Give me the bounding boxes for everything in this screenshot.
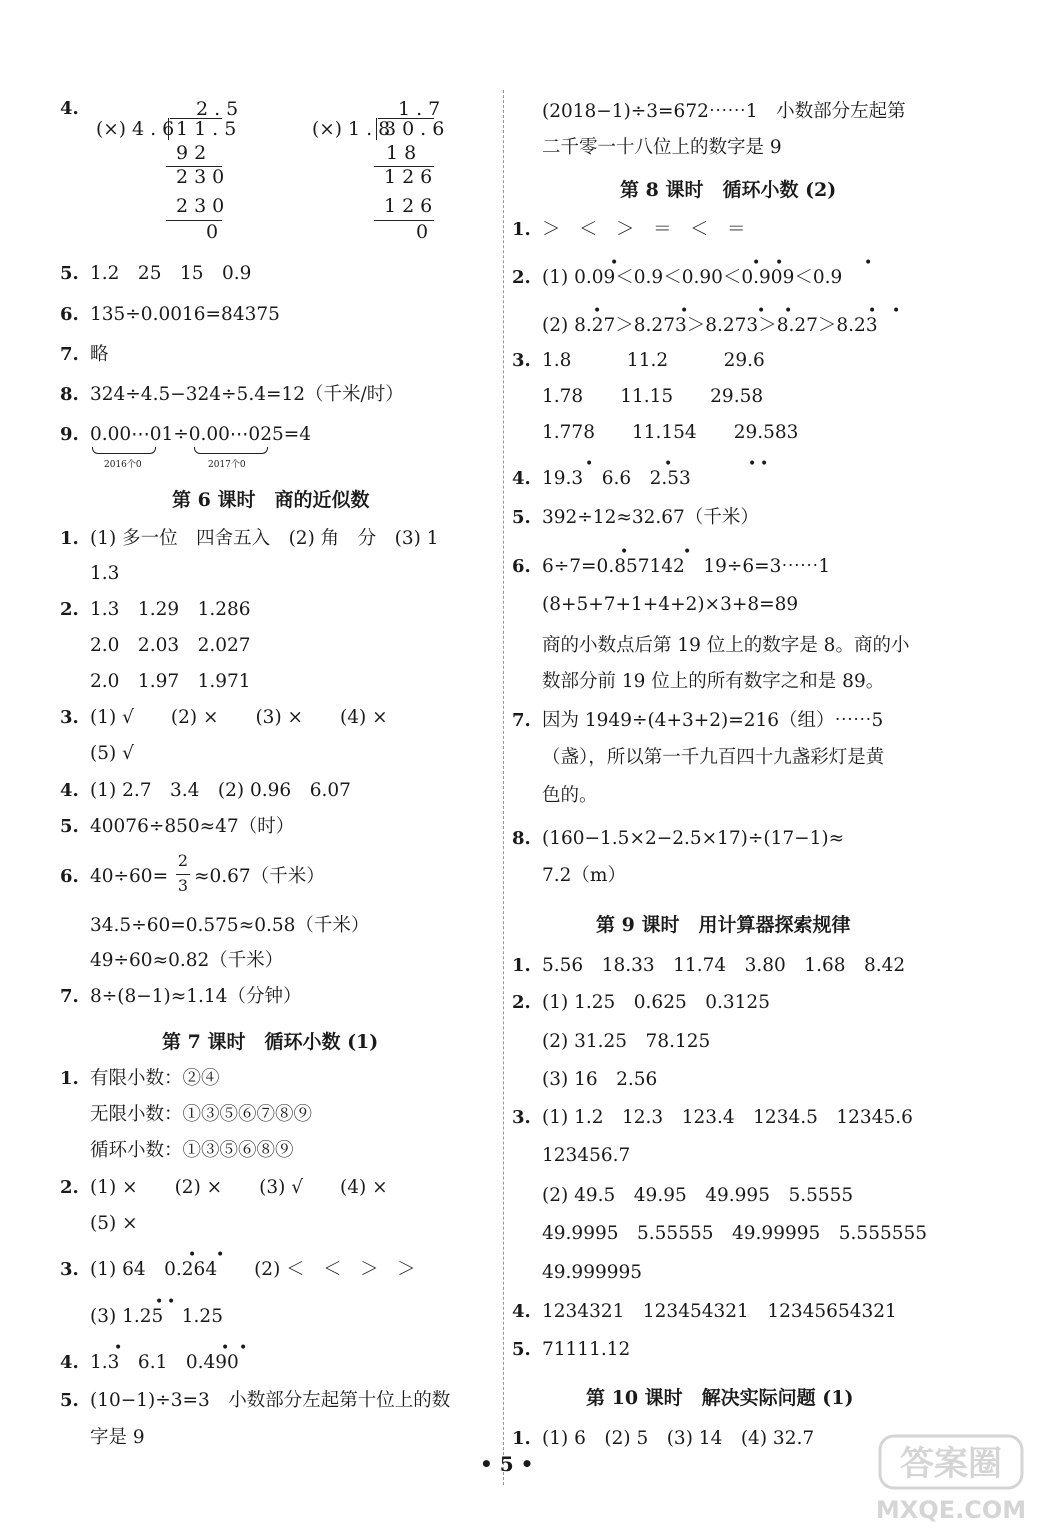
- carryover-line: 二千零一十八位上的数字是 9: [542, 137, 782, 158]
- q4-mark-2: (×): [312, 119, 342, 140]
- s8-q5-line: 392÷12≈32.67（千米）: [542, 507, 759, 528]
- div1-quotient: 2.5: [196, 98, 245, 120]
- s6-q1-line: (1) 多一位 四舍五入 (2) 角 分 (3) 1: [90, 528, 439, 549]
- s7-q5-line: 字是 9: [90, 1427, 145, 1448]
- div1-step: 230: [176, 166, 231, 188]
- div2-divisor: 1.8: [348, 118, 397, 140]
- s6-q4-number: 4.: [60, 780, 79, 801]
- s7-q1-line: 无限小数：①③⑤⑥⑦⑧⑨: [90, 1104, 313, 1125]
- s7-q4-number: 4.: [60, 1352, 79, 1373]
- s6-q6-line: 40÷60=: [90, 866, 169, 887]
- s8-q7-number: 7.: [512, 710, 531, 731]
- s9-q1-line: 5.56 18.33 11.74 3.80 1.68 8.42: [542, 955, 906, 976]
- section-heading-6: 第 6 课时 商的近似数: [172, 489, 370, 511]
- repeat-dot: •: [239, 1340, 248, 1356]
- repeat-dot: •: [155, 1294, 164, 1310]
- repeat-dot: •: [683, 544, 692, 560]
- q5-answer: 1.2 25 15 0.9: [90, 263, 252, 284]
- s8-q7-line: （盏），所以第一千九百四十九盏彩灯是黄: [542, 747, 885, 768]
- repeat-dot: •: [752, 255, 761, 271]
- div2-step: 0: [416, 221, 435, 243]
- s8-q4-number: 4.: [512, 468, 531, 489]
- fraction-bar: [176, 874, 190, 875]
- s8-q8-line: (160−1.5×2−2.5×17)÷(17−1)≈: [542, 828, 845, 849]
- s8-q1-number: 1.: [512, 219, 531, 240]
- s8-q2-line: (1) 0.09＜0.9＜0.90＜0.909＜0.9: [542, 267, 843, 288]
- repeat-dot: •: [757, 303, 766, 319]
- repeat-dot: •: [664, 456, 673, 472]
- s8-q3-line: 1.8 11.2 29.6: [542, 350, 765, 371]
- s9-q2-number: 2.: [512, 992, 531, 1013]
- repeat-dot: •: [610, 255, 619, 271]
- repeat-dot: •: [188, 1247, 197, 1263]
- column-divider: [503, 90, 504, 1485]
- watermark-logo: [876, 1430, 1026, 1530]
- repeat-dot: •: [167, 1294, 176, 1310]
- section-heading-9: 第 9 课时 用计算器探索规律: [596, 914, 851, 936]
- s6-q6-number: 6.: [60, 866, 79, 887]
- s6-q7-line: 8÷(8−1)≈1.14（分钟）: [90, 986, 302, 1007]
- repeat-dot: •: [593, 303, 602, 319]
- repeat-dot: •: [585, 456, 594, 472]
- repeat-dot: •: [620, 544, 629, 560]
- s9-q2-line: (3) 16 2.56: [542, 1069, 658, 1090]
- q5-number: 5.: [60, 263, 79, 284]
- s10-q1-line: (1) 6 (2) 5 (3) 14 (4) 32.7: [542, 1428, 815, 1449]
- s8-q6-line: (8+5+7+1+4+2)×3+8=89: [542, 594, 799, 615]
- repeat-dot: •: [760, 456, 769, 472]
- s8-q3-number: 3.: [512, 350, 531, 371]
- s8-q8-number: 8.: [512, 828, 531, 849]
- s9-q3-line: 49.999995: [542, 1262, 643, 1283]
- div2-dividend: 30.6: [384, 118, 451, 140]
- div2-step: 18: [386, 142, 423, 164]
- svg-text:答案圈: 答案圈: [900, 1444, 1002, 1484]
- q9-note-2: 2017个0: [208, 460, 246, 470]
- div1-step: 230: [176, 195, 231, 217]
- s8-q1-line: ＞ ＜ ＞ ＝ ＜ ＝: [542, 219, 746, 240]
- s7-q3-line: (1) 64 0.264 (2) ＜ ＜ ＞ ＞: [90, 1259, 416, 1280]
- s7-q3-line: (3) 1.25 1.25: [90, 1306, 223, 1327]
- s6-q2-line: 1.3 1.29 1.286: [90, 599, 251, 620]
- repeat-dot: •: [680, 303, 689, 319]
- s9-q1-number: 1.: [512, 955, 531, 976]
- repeat-dot: •: [868, 303, 877, 319]
- s7-q3-number: 3.: [60, 1259, 79, 1280]
- s10-q1-number: 1.: [512, 1428, 531, 1449]
- repeat-dot: •: [114, 1340, 123, 1356]
- s6-q1-line: 1.3: [90, 563, 120, 584]
- div2-step: 126: [384, 195, 439, 217]
- s8-q5-number: 5.: [512, 507, 531, 528]
- s6-q6-line: 34.5÷60=0.575≈0.58（千米）: [90, 915, 370, 936]
- s8-q3-line: 1.78 11.15 29.58: [542, 386, 764, 407]
- s6-q2-line: 2.0 2.03 2.027: [90, 635, 251, 656]
- s7-q2-number: 2.: [60, 1177, 79, 1198]
- s9-q3-line: 49.9995 5.55555 49.99995 5.555555: [542, 1223, 928, 1244]
- brace-2: [194, 447, 268, 454]
- s7-q1-number: 1.: [60, 1068, 79, 1089]
- q4-number: 4.: [60, 98, 79, 119]
- q7-number: 7.: [60, 344, 79, 365]
- s7-q5-line: (10−1)÷3=3 小数部分左起第十位上的数: [90, 1390, 451, 1411]
- s6-q3-line: (1) √ (2) × (3) × (4) ×: [90, 707, 388, 728]
- s6-q4-line: (1) 2.7 3.4 (2) 0.96 6.07: [90, 780, 351, 801]
- repeat-dot: •: [221, 1340, 230, 1356]
- s6-q3-number: 3.: [60, 707, 79, 728]
- s6-q5-number: 5.: [60, 816, 79, 837]
- brace-1: [92, 447, 156, 454]
- s8-q7-line: 因为 1949÷(4+3+2)=216（组）⋯⋯5: [542, 710, 884, 731]
- fraction-numerator: 2: [177, 851, 189, 870]
- s7-q4-line: 1.3 6.1 0.490: [90, 1352, 239, 1373]
- div1-dividend: 11.5: [176, 118, 243, 140]
- s8-q2-line: (2) 8.27＞8.273＞8.273＞8.27＞8.23: [542, 315, 878, 336]
- q9-note-1: 2016个0: [104, 460, 142, 470]
- repeat-dot: •: [748, 456, 757, 472]
- div2-step: 126: [384, 166, 439, 188]
- s9-q4-line: 1234321 123454321 12345654321: [542, 1301, 897, 1322]
- s6-q6-line: 49÷60≈0.82（千米）: [90, 950, 284, 971]
- div1-step: 92: [176, 142, 213, 164]
- s7-q5-number: 5.: [60, 1390, 79, 1411]
- s6-q1-number: 1.: [60, 528, 79, 549]
- repeat-dot: •: [216, 1247, 225, 1263]
- s6-q3-line: (5) √: [90, 743, 134, 764]
- fraction-denominator: 3: [177, 876, 189, 895]
- s7-q1-line: 有限小数：②④: [90, 1068, 220, 1089]
- s8-q6-line: 商的小数点后第 19 位上的数字是 8。商的小: [542, 635, 910, 656]
- div2-bracket: [376, 118, 377, 140]
- s8-q4-line: 19.3 6.6 2.53: [542, 468, 691, 489]
- div1-divisor: 4.6: [132, 118, 181, 140]
- section-heading-8: 第 8 课时 循环小数 (2): [620, 179, 837, 201]
- div1-bracket: [168, 118, 169, 140]
- repeat-dot: •: [775, 255, 784, 271]
- s8-q8-line: 7.2（m）: [542, 865, 626, 886]
- s9-q5-number: 5.: [512, 1339, 531, 1360]
- svg-text:MXQE.COM: MXQE.COM: [876, 1496, 1026, 1524]
- q6-answer: 135÷0.0016=84375: [90, 304, 280, 325]
- s9-q2-line: (2) 31.25 78.125: [542, 1031, 711, 1052]
- s9-q2-line: (1) 1.25 0.625 0.3125: [542, 992, 770, 1013]
- s8-q2-number: 2.: [512, 267, 531, 288]
- q7-answer: 略: [90, 344, 109, 365]
- s9-q5-line: 71111.12: [542, 1339, 631, 1360]
- s9-q3-line: (1) 1.2 12.3 123.4 1234.5 12345.6: [542, 1107, 913, 1128]
- repeat-dot: •: [892, 303, 901, 319]
- s7-q1-line: 循环小数：①③⑤⑥⑧⑨: [90, 1140, 294, 1161]
- s7-q2-line: (1) × (2) × (3) √ (4) ×: [90, 1177, 388, 1198]
- s8-q3-line: 1.778 11.154 29.583: [542, 422, 799, 443]
- s6-q2-number: 2.: [60, 599, 79, 620]
- repeat-dot: •: [784, 303, 793, 319]
- s8-q6-number: 6.: [512, 556, 531, 577]
- q9-answer: 0.00⋯01÷0.00⋯025=4: [90, 424, 312, 445]
- section-heading-7: 第 7 课时 循环小数 (1): [162, 1031, 379, 1053]
- s7-q2-line: (5) ×: [90, 1213, 138, 1234]
- q9-number: 9.: [60, 424, 79, 445]
- s6-q6-line: ≈0.67（千米）: [194, 866, 325, 887]
- div2-quotient: 1.7: [398, 98, 447, 120]
- s6-q5-line: 40076÷850≈47（时）: [90, 816, 295, 837]
- s8-q6-line: 数部分前 19 位上的所有数字之和是 89。: [542, 671, 885, 692]
- s9-q3-line: (2) 49.5 49.95 49.995 5.5555: [542, 1185, 854, 1206]
- s6-q2-line: 2.0 1.97 1.971: [90, 671, 251, 692]
- s6-q7-number: 7.: [60, 986, 79, 1007]
- q6-number: 6.: [60, 304, 79, 325]
- s9-q3-line: 123456.7: [542, 1145, 631, 1166]
- s8-q6-line: 6÷7=0.857142 19÷6=3⋯⋯1: [542, 556, 831, 577]
- div1-step: 0: [206, 221, 225, 243]
- q8-answer: 324÷4.5−324÷5.4=12（千米/时）: [90, 384, 404, 405]
- page-number: • 5 •: [480, 1452, 534, 1476]
- s8-q7-line: 色的。: [542, 785, 598, 806]
- s9-q4-number: 4.: [512, 1301, 531, 1322]
- carryover-line: (2018−1)÷3=672⋯⋯1 小数部分左起第: [542, 101, 906, 122]
- repeat-dot: •: [864, 255, 873, 271]
- section-heading-10: 第 10 课时 解决实际问题 (1): [586, 1387, 854, 1409]
- q8-number: 8.: [60, 384, 79, 405]
- q4-mark-1: (×): [96, 119, 126, 140]
- s9-q3-number: 3.: [512, 1107, 531, 1128]
